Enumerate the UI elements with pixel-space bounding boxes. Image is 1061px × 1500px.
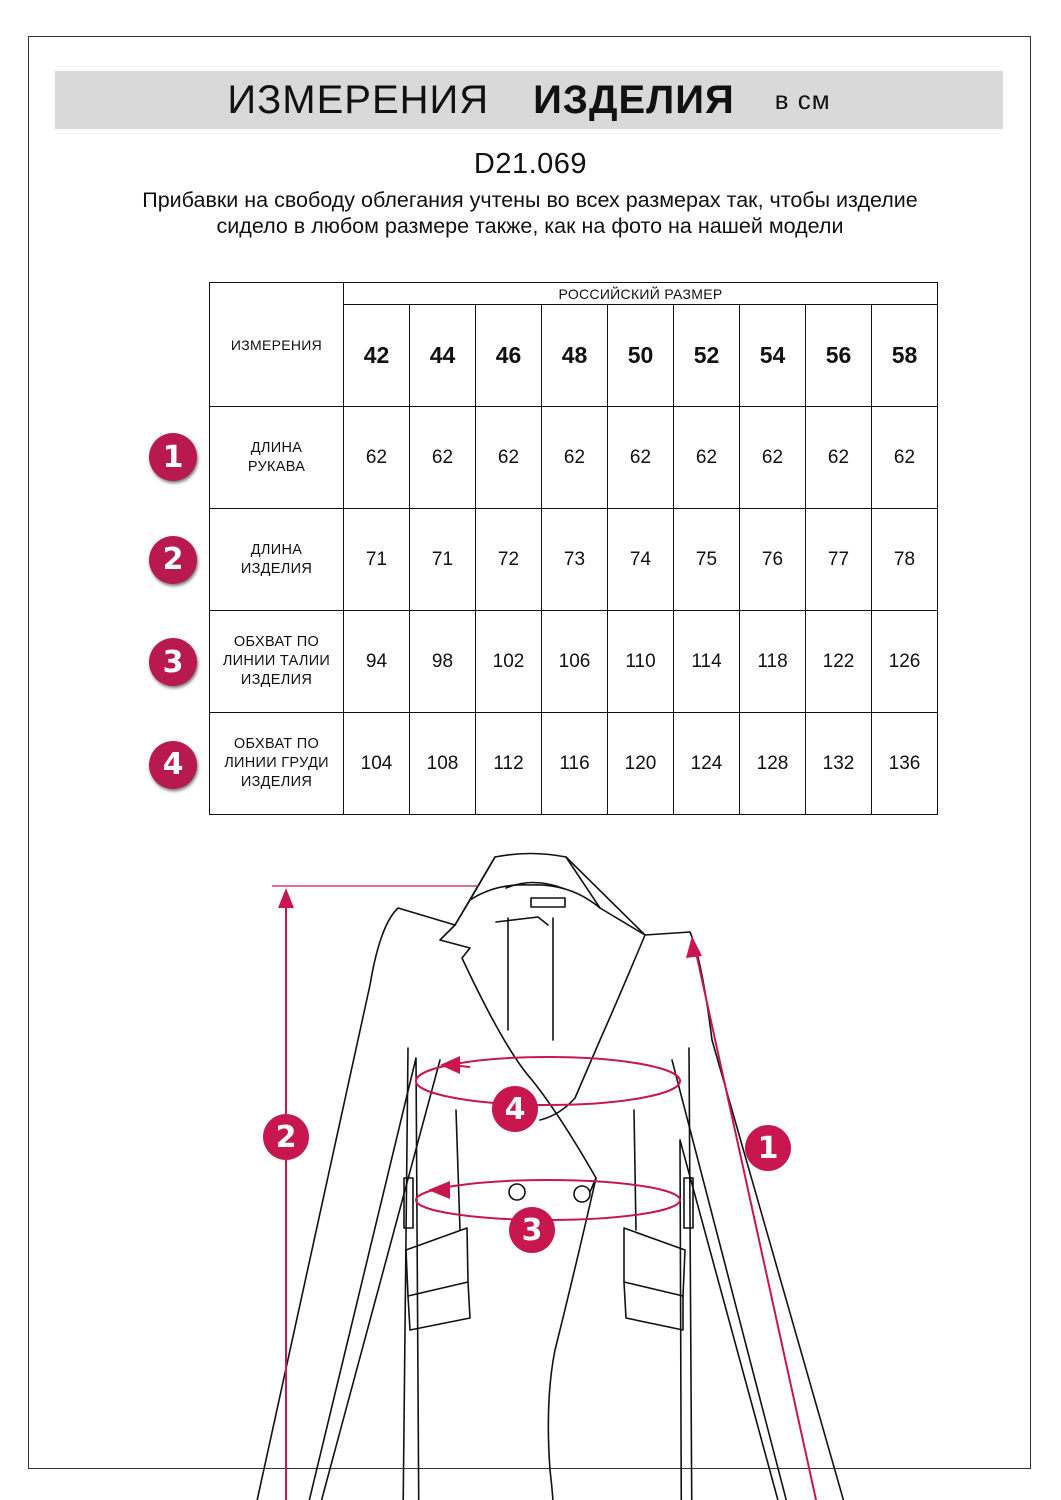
button-left: [509, 1184, 525, 1200]
table-cell: 110: [608, 611, 674, 713]
table-cell: 94: [344, 611, 410, 713]
table-cell: 126: [872, 611, 938, 713]
right-lapel: [540, 908, 645, 1120]
chest-arrow-head: [440, 1056, 460, 1074]
table-cell: 128: [740, 713, 806, 815]
row-label-line: ИЗДЕЛИЯ: [240, 774, 313, 790]
size-header-cell: 46: [476, 305, 542, 407]
right-side: [550, 857, 880, 1500]
left-side: [232, 857, 517, 1500]
size-header-cell: 56: [806, 305, 872, 407]
size-header-cell: 42: [344, 305, 410, 407]
side-seam-right: [689, 1048, 693, 1500]
diagram-badge-sleeve: 1: [745, 1125, 791, 1171]
row-label-line: РУКАВА: [247, 458, 306, 475]
table-cell: 71: [344, 509, 410, 611]
table-cell: 136: [872, 713, 938, 815]
arrow-heads: [278, 888, 854, 1500]
row-label-line: ДЛИНА: [250, 439, 303, 456]
row-label-line: ОБХВАТ ПО: [233, 634, 320, 650]
fit-note: Прибавки на свободу облегания учтены во всех размерах так, чтобы изделие сидело в любом размере также, как на фото на нашей модели: [142, 188, 918, 238]
dart-right: [634, 1110, 636, 1230]
row-number-badge: 2: [149, 536, 197, 584]
table-cell: 122: [806, 611, 872, 713]
table-cell: 62: [674, 407, 740, 509]
row-number-badge: 1: [149, 433, 197, 481]
size-header-cell: 52: [674, 305, 740, 407]
row-label-line: ЛИНИИ ГРУДИ: [224, 755, 329, 771]
table-cell: 62: [872, 407, 938, 509]
measurement-guides: [272, 886, 845, 1500]
table-cell: 78: [872, 509, 938, 611]
table-cell: 108: [410, 713, 476, 815]
side-tab-left: [404, 1178, 413, 1228]
size-header-cell: 54: [740, 305, 806, 407]
row-label-line: ИЗДЕЛИЯ: [240, 672, 313, 688]
row-label-line: ЛИНИИ ТАЛИИ: [222, 653, 331, 669]
table-cell: 74: [608, 509, 674, 611]
table-cell: 106: [542, 611, 608, 713]
title-unit: в см: [774, 84, 831, 115]
table-cell: 120: [608, 713, 674, 815]
table-cell: 73: [542, 509, 608, 611]
table-cell: 116: [542, 713, 608, 815]
sleeve-arrow: [695, 948, 845, 1500]
title-bold: ИЗДЕЛИЯ: [533, 77, 735, 122]
table-cell: 71: [410, 509, 476, 611]
table-cell: 62: [410, 407, 476, 509]
collar-back: [470, 854, 600, 909]
table-cell: 132: [806, 713, 872, 815]
table-cell: 62: [542, 407, 608, 509]
table-cell: 77: [806, 509, 872, 611]
sleeve-arrow-top-head: [686, 936, 702, 958]
button-right: [574, 1186, 590, 1202]
table-cell: 118: [740, 611, 806, 713]
diagram-badge-length: 2: [263, 1114, 309, 1160]
waist-arrow-head: [428, 1181, 450, 1199]
table-cell: 62: [608, 407, 674, 509]
left-notch: [455, 900, 470, 925]
size-header-cell: 44: [410, 305, 476, 407]
table-cell: 114: [674, 611, 740, 713]
table-cell: 102: [476, 611, 542, 713]
pocket-flap-left: [406, 1228, 468, 1296]
table-cell: 62: [740, 407, 806, 509]
sleeve-line-right: [672, 1060, 820, 1500]
title-light: ИЗМЕРЕНИЯ: [227, 77, 490, 122]
table-cell: 124: [674, 713, 740, 815]
table-cell: 112: [476, 713, 542, 815]
measure-header: ИЗМЕРЕНИЯ: [210, 283, 344, 407]
article-number: D21.069: [473, 148, 588, 180]
inner-collar: [496, 917, 548, 925]
table-cell: 62: [476, 407, 542, 509]
size-header-cell: 50: [608, 305, 674, 407]
table-cell: 104: [344, 713, 410, 815]
row-number-badge: 4: [149, 741, 197, 789]
hanger-loop: [531, 898, 565, 907]
row-label-line: ОБХВАТ ПО: [233, 736, 320, 752]
pocket-flap-right: [624, 1228, 685, 1296]
diagram-badge-waist: 3: [509, 1207, 555, 1253]
table-cell: 72: [476, 509, 542, 611]
row-label-line: ДЛИНА: [250, 541, 303, 558]
jacket-outline: [232, 854, 880, 1500]
table-cell: 62: [806, 407, 872, 509]
row-number-badge: 3: [149, 638, 197, 686]
table-cell: 75: [674, 509, 740, 611]
row-label-line: ИЗДЕЛИЯ: [240, 560, 313, 577]
size-system-header: РОССИЙСКИЙ РАЗМЕР: [344, 283, 938, 305]
table-cell: 76: [740, 509, 806, 611]
size-header-cell: 48: [542, 305, 608, 407]
dart-left: [456, 1110, 460, 1230]
length-arrow-top-head: [278, 888, 294, 908]
table-cell: 62: [344, 407, 410, 509]
diagram-badge-chest: 4: [492, 1086, 538, 1132]
table-cell: 98: [410, 611, 476, 713]
size-header-cell: 58: [872, 305, 938, 407]
